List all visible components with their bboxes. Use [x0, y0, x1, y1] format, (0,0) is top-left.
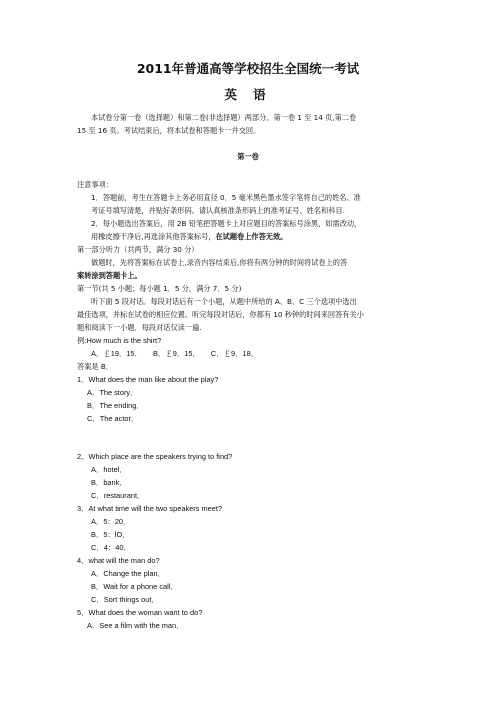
example-question: 例:How much is the shirt? — [77, 336, 162, 345]
exam-title: 2011年普通高等学校招生全国统一考试 — [136, 61, 360, 76]
question-1-option-b: B．The ending． — [87, 401, 144, 410]
notes-heading: 注意事项： — [77, 180, 113, 189]
question-2-option-c: C．restaurant． — [91, 491, 145, 500]
note-1-line-1: 1．答题前，考生在答题卡上务必用直径 0．5 毫米黑色墨水签字笔将自己的姓名、准 — [91, 193, 361, 202]
note-2-line-2 — [91, 232, 287, 242]
question-2: 2、Which place are the speakers trying to find? — [77, 452, 233, 461]
question-1: 1．What does the man like about the play? — [77, 375, 219, 384]
example-answer: 答案是 B． — [77, 362, 113, 371]
question-2-option-b: B．bank． — [91, 478, 127, 487]
question-4-option-c: C．Sort things out． — [91, 595, 159, 604]
question-3-option-c: C．4：40． — [91, 543, 131, 552]
note-2-line-1: 2．每小题选出答案后，用 2B 铅笔把答题卡上对应题目的答案标号涂黑，如需改动， — [91, 219, 362, 228]
intro-line-1: 本试卷分第一卷（选择题）和第二卷(非选择题）两部分。第一卷 1 至 14 页,第二卷 — [91, 113, 357, 122]
volume-heading: 第一卷 — [237, 152, 259, 161]
subject-title: 英 语 — [224, 87, 272, 102]
question-4: 4．what will the man do? — [77, 556, 160, 565]
section1-line-1: 听下面 5 段对话。每段对话后有一个小题，从题中所给的 A、B、C 三个选项中选出 — [91, 297, 357, 306]
question-3-option-b: B．5：lO． — [91, 530, 130, 539]
question-5: 5．What does the woman want to do? — [77, 608, 203, 617]
question-4-option-a: A．Change the plan． — [91, 569, 165, 578]
example-options: A．￡19．15． B．￡9．15． C．￡9．18． — [91, 349, 259, 358]
section1-heading: 第一节(共 5 小题；每小题 1．5 分，满分 7．5 分) — [77, 284, 242, 293]
note-1-line-2: 考证号填写清楚，并贴好条形码。请认真核准条形码上的准考证号、姓名和科目. — [91, 206, 345, 215]
directions-line-1: 做题时，先将答案标在试卷上,录音内容结束后,你将有两分钟的时间将试卷上的答 — [91, 258, 348, 267]
intro-line-2: 15 至 16 页。考试结束后，将本试卷和答题卡一并交回。 — [77, 126, 261, 135]
question-4-option-b: B．Wait for a phone call． — [91, 582, 178, 591]
section1-line-2: 最佳选项，并标在试卷的相应位置。听完每段对话后，你都有 10 秒钟的时间来回答有关小 — [77, 310, 364, 319]
question-3-option-a: A．5：20． — [91, 517, 131, 526]
part1-heading: 第一部分听力（共两节，满分 30 分） — [77, 245, 199, 254]
section1-line-3: 题和阅读下一小题．每段对话仅读一遍. — [77, 323, 202, 332]
question-5-option-a: A．See a film with the man． — [87, 621, 184, 630]
question-3: 3．At what time will the two speakers meet? — [77, 504, 222, 513]
question-2-option-a: A．hotel． — [91, 465, 127, 474]
note-2-plain: 用橡皮擦干净后,再选涂其他答案标号， — [91, 232, 216, 241]
question-1-option-a: A．The story． — [87, 388, 138, 397]
note-2-bold: 在试题卷上作答无效。 — [215, 232, 288, 241]
question-1-option-c: C．The actor． — [87, 414, 139, 423]
directions-line-2: 案转涂到答题卡上。 — [77, 271, 142, 280]
